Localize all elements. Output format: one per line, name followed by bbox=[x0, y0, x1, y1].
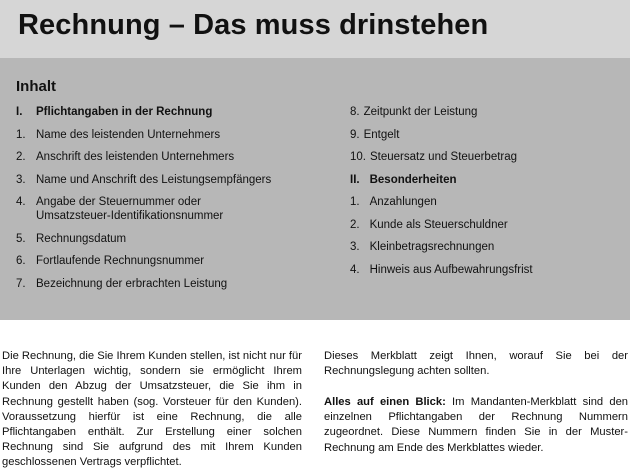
overview-paragraph bbox=[324, 395, 628, 456]
toc-item-number: 4. bbox=[350, 263, 360, 276]
toc-item-number: 3. bbox=[16, 173, 26, 186]
toc-item-number: 2. bbox=[16, 151, 26, 163]
toc-item bbox=[16, 254, 316, 268]
toc-item-label: Rechnungsdatum bbox=[36, 232, 127, 245]
page-title: Rechnung – Das muss drinstehen bbox=[18, 9, 489, 41]
toc-item-number: 10. bbox=[350, 151, 366, 163]
toc-item-label: Kleinbetragsrechnungen bbox=[369, 241, 495, 253]
toc-item-number: 1. bbox=[16, 128, 26, 141]
toc-item-number: 8. bbox=[350, 106, 360, 118]
toc-item-number: 5. bbox=[16, 232, 26, 245]
toc-item-label: Pflichtangaben in der Rechnung bbox=[36, 106, 213, 118]
intro-paragraph: Die Rechnung, die Sie Ihrem Kunden stellen, ist nicht nur für Ihre Unterlagen wichtig, sondern sie ermöglicht Ihrem Kunden den Abzug der Umsatzsteuer, die Sie ihm in Rechnung gestellt haben (sog. Vorsteuer für den Kunden). Voraussetzung hierfür ist eine Rechnung, die alle Pflichtangaben enthält. Zur Erstellung einer solchen Rechnung sind Sie aufgrund des mit Ihrem Kunden geschlossenen Vertrags verpflichtet. bbox=[2, 350, 302, 469]
toc-item bbox=[16, 277, 316, 291]
toc-item bbox=[350, 240, 620, 254]
toc-item-label: Anschrift des leistenden Unternehmers bbox=[36, 151, 235, 163]
toc-item bbox=[350, 128, 620, 142]
toc-item-label: Name des leistenden Unternehmers bbox=[36, 128, 221, 141]
toc-item bbox=[350, 150, 620, 164]
title-bar bbox=[0, 0, 630, 58]
toc-item-number: 2. bbox=[350, 218, 360, 231]
toc-item bbox=[16, 173, 316, 187]
toc-item-number: I. bbox=[16, 106, 23, 118]
toc-item-label: Kunde als Steuerschuldner bbox=[369, 218, 508, 231]
toc-left-column bbox=[16, 105, 316, 299]
toc-item bbox=[16, 150, 316, 164]
toc-item bbox=[16, 105, 316, 119]
toc-item bbox=[350, 195, 620, 209]
toc-item-number: 4. bbox=[16, 196, 26, 208]
toc-item-label: Anzahlungen bbox=[369, 196, 437, 208]
toc-heading: Inhalt bbox=[16, 78, 56, 95]
overview-text: Im Mandanten-Merkblatt sind den einzelnen Pflichtangaben der Rechnung Nummern zugeordnet. Diese Nummern finden Sie in der Muster-Rechnung am Ende des Merkblattes wieder. bbox=[324, 396, 629, 454]
toc-item bbox=[16, 195, 271, 223]
toc-item-number: 6. bbox=[16, 255, 26, 267]
toc-item-label: Angabe der Steuernummer oder Umsatzsteuer-Identifikationsnummer bbox=[36, 196, 224, 222]
toc-item-label: Fortlaufende Rechnungsnummer bbox=[36, 255, 205, 267]
toc-item-label: Hinweis aus Aufbewahrungsfrist bbox=[369, 263, 533, 276]
toc-item-number: 3. bbox=[350, 241, 360, 253]
toc-item-label: Entgelt bbox=[363, 128, 400, 141]
table-of-contents bbox=[0, 58, 630, 320]
toc-item bbox=[16, 232, 316, 246]
toc-item bbox=[350, 105, 620, 119]
toc-item-number: 1. bbox=[350, 196, 360, 208]
toc-item-label: Name und Anschrift des Leistungsempfängers bbox=[36, 173, 272, 186]
toc-item bbox=[350, 263, 620, 277]
overview-lead: Alles auf einen Blick: bbox=[324, 396, 446, 408]
purpose-paragraph: Dieses Merkblatt zeigt Ihnen, worauf Sie bei der Rechnungslegung achten sollten. bbox=[324, 350, 628, 378]
toc-item-label: Besonderheiten bbox=[369, 173, 457, 186]
toc-item-number: II. bbox=[350, 173, 360, 186]
toc-item-number: 9. bbox=[350, 128, 360, 141]
toc-item bbox=[350, 173, 620, 187]
toc-item-label: Zeitpunkt der Leistung bbox=[363, 106, 478, 118]
toc-item-number: 7. bbox=[16, 277, 26, 290]
toc-right-column bbox=[350, 105, 620, 285]
toc-item bbox=[16, 128, 316, 142]
toc-item bbox=[350, 218, 620, 232]
toc-item-label: Steuersatz und Steuerbetrag bbox=[370, 151, 518, 163]
toc-item-label: Bezeichnung der erbrachten Leistung bbox=[36, 277, 228, 290]
